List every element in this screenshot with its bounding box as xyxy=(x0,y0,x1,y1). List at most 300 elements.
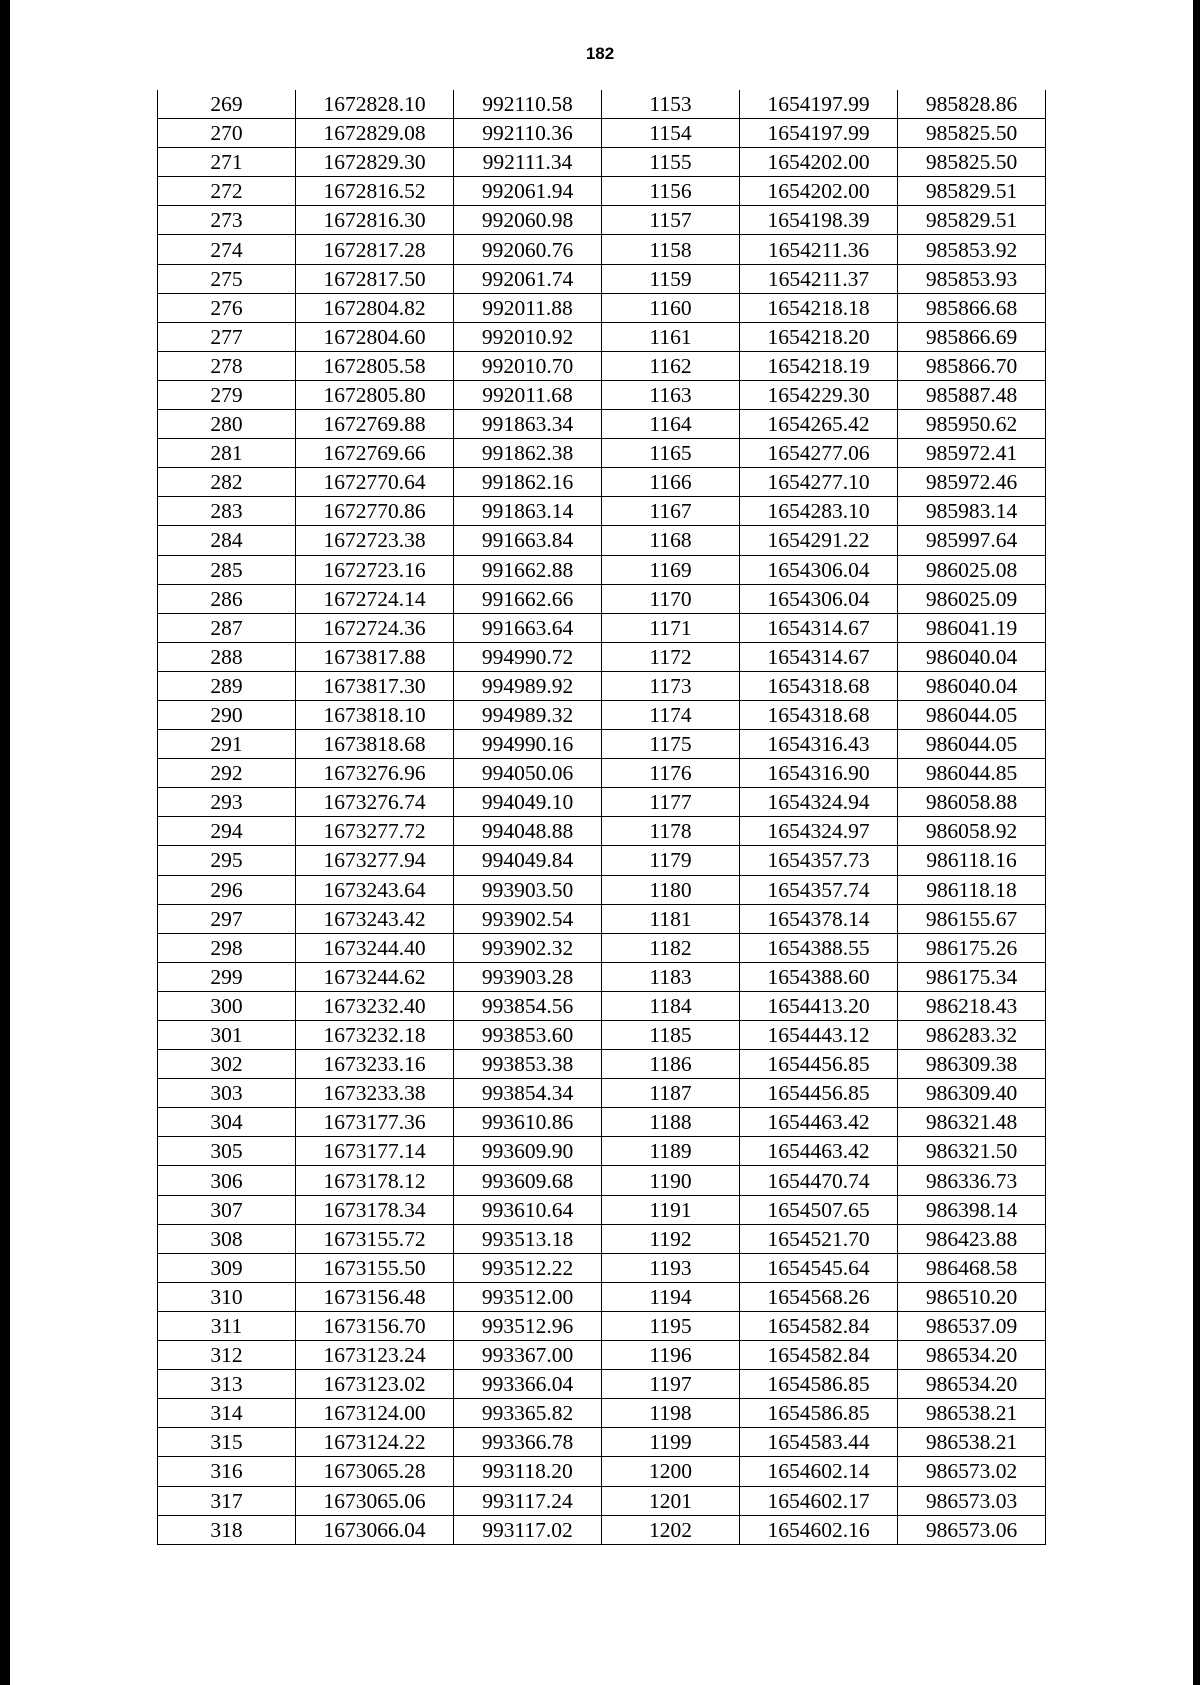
y-coordinate-cell: 992110.36 xyxy=(454,119,602,148)
table-row xyxy=(158,206,1046,235)
x-coordinate-cell: 1673243.42 xyxy=(296,904,454,933)
point-number-cell: 302 xyxy=(158,1050,296,1079)
y-coordinate-cell: 993367.00 xyxy=(454,1341,602,1370)
y-coordinate-cell: 986058.92 xyxy=(898,817,1046,846)
point-number-cell: 290 xyxy=(158,700,296,729)
point-number-cell: 301 xyxy=(158,1021,296,1050)
y-coordinate-cell: 991862.16 xyxy=(454,468,602,497)
x-coordinate-cell: 1673155.72 xyxy=(296,1224,454,1253)
table-row xyxy=(158,1486,1046,1515)
table-row xyxy=(158,875,1046,904)
point-number-cell: 271 xyxy=(158,148,296,177)
table-row xyxy=(158,1224,1046,1253)
y-coordinate-cell: 986573.06 xyxy=(898,1515,1046,1544)
y-coordinate-cell: 985866.69 xyxy=(898,322,1046,351)
x-coordinate-cell: 1673177.36 xyxy=(296,1108,454,1137)
y-coordinate-cell: 985887.48 xyxy=(898,380,1046,409)
point-number-cell: 1182 xyxy=(602,933,740,962)
point-number-cell: 284 xyxy=(158,526,296,555)
table-row xyxy=(158,642,1046,671)
point-number-cell: 285 xyxy=(158,555,296,584)
point-number-cell: 1154 xyxy=(602,119,740,148)
y-coordinate-cell: 985829.51 xyxy=(898,177,1046,206)
x-coordinate-cell: 1654211.36 xyxy=(740,235,898,264)
point-number-cell: 1202 xyxy=(602,1515,740,1544)
point-number-cell: 1200 xyxy=(602,1457,740,1486)
point-number-cell: 1162 xyxy=(602,351,740,380)
point-number-cell: 293 xyxy=(158,788,296,817)
point-number-cell: 316 xyxy=(158,1457,296,1486)
y-coordinate-cell: 991863.14 xyxy=(454,497,602,526)
table-row xyxy=(158,526,1046,555)
point-number-cell: 1166 xyxy=(602,468,740,497)
point-number-cell: 279 xyxy=(158,380,296,409)
table-row xyxy=(158,468,1046,497)
x-coordinate-cell: 1673244.40 xyxy=(296,933,454,962)
x-coordinate-cell: 1654265.42 xyxy=(740,410,898,439)
point-number-cell: 1170 xyxy=(602,584,740,613)
x-coordinate-cell: 1654470.74 xyxy=(740,1166,898,1195)
x-coordinate-cell: 1673817.30 xyxy=(296,671,454,700)
point-number-cell: 1199 xyxy=(602,1428,740,1457)
point-number-cell: 1178 xyxy=(602,817,740,846)
y-coordinate-cell: 985983.14 xyxy=(898,497,1046,526)
point-number-cell: 1185 xyxy=(602,1021,740,1050)
table-row xyxy=(158,322,1046,351)
y-coordinate-cell: 986175.34 xyxy=(898,962,1046,991)
y-coordinate-cell: 986218.43 xyxy=(898,991,1046,1020)
x-coordinate-cell: 1654291.22 xyxy=(740,526,898,555)
x-coordinate-cell: 1672805.58 xyxy=(296,351,454,380)
x-coordinate-cell: 1654568.26 xyxy=(740,1282,898,1311)
y-coordinate-cell: 986175.26 xyxy=(898,933,1046,962)
table-row xyxy=(158,1137,1046,1166)
y-coordinate-cell: 993512.22 xyxy=(454,1253,602,1282)
y-coordinate-cell: 994990.72 xyxy=(454,642,602,671)
table-row xyxy=(158,991,1046,1020)
y-coordinate-cell: 986537.09 xyxy=(898,1311,1046,1340)
y-coordinate-cell: 991863.34 xyxy=(454,410,602,439)
x-coordinate-cell: 1654463.42 xyxy=(740,1108,898,1137)
y-coordinate-cell: 994989.92 xyxy=(454,671,602,700)
point-number-cell: 1156 xyxy=(602,177,740,206)
point-number-cell: 1168 xyxy=(602,526,740,555)
y-coordinate-cell: 986041.19 xyxy=(898,613,1046,642)
point-number-cell: 1167 xyxy=(602,497,740,526)
y-coordinate-cell: 993118.20 xyxy=(454,1457,602,1486)
table-row xyxy=(158,555,1046,584)
y-coordinate-cell: 993513.18 xyxy=(454,1224,602,1253)
x-coordinate-cell: 1673277.94 xyxy=(296,846,454,875)
point-number-cell: 304 xyxy=(158,1108,296,1137)
y-coordinate-cell: 986538.21 xyxy=(898,1399,1046,1428)
point-number-cell: 299 xyxy=(158,962,296,991)
point-number-cell: 274 xyxy=(158,235,296,264)
y-coordinate-cell: 993853.38 xyxy=(454,1050,602,1079)
y-coordinate-cell: 993117.24 xyxy=(454,1486,602,1515)
table-row xyxy=(158,1457,1046,1486)
y-coordinate-cell: 993854.56 xyxy=(454,991,602,1020)
y-coordinate-cell: 994048.88 xyxy=(454,817,602,846)
x-coordinate-cell: 1672723.38 xyxy=(296,526,454,555)
table-row xyxy=(158,293,1046,322)
point-number-cell: 1174 xyxy=(602,700,740,729)
y-coordinate-cell: 986423.88 xyxy=(898,1224,1046,1253)
y-coordinate-cell: 986309.40 xyxy=(898,1079,1046,1108)
point-number-cell: 1179 xyxy=(602,846,740,875)
y-coordinate-cell: 985828.86 xyxy=(898,90,1046,119)
y-coordinate-cell: 985972.41 xyxy=(898,439,1046,468)
point-number-cell: 308 xyxy=(158,1224,296,1253)
x-coordinate-cell: 1672769.88 xyxy=(296,410,454,439)
x-coordinate-cell: 1673243.64 xyxy=(296,875,454,904)
y-coordinate-cell: 985825.50 xyxy=(898,119,1046,148)
x-coordinate-cell: 1654306.04 xyxy=(740,555,898,584)
y-coordinate-cell: 986283.32 xyxy=(898,1021,1046,1050)
point-number-cell: 1169 xyxy=(602,555,740,584)
table-row xyxy=(158,904,1046,933)
table-row xyxy=(158,1079,1046,1108)
x-coordinate-cell: 1654218.20 xyxy=(740,322,898,351)
x-coordinate-cell: 1673232.18 xyxy=(296,1021,454,1050)
y-coordinate-cell: 986025.08 xyxy=(898,555,1046,584)
x-coordinate-cell: 1673232.40 xyxy=(296,991,454,1020)
point-number-cell: 313 xyxy=(158,1370,296,1399)
table-row xyxy=(158,962,1046,991)
table-row xyxy=(158,613,1046,642)
x-coordinate-cell: 1673276.74 xyxy=(296,788,454,817)
table-row xyxy=(158,410,1046,439)
point-number-cell: 1155 xyxy=(602,148,740,177)
x-coordinate-cell: 1673065.06 xyxy=(296,1486,454,1515)
point-number-cell: 1194 xyxy=(602,1282,740,1311)
point-number-cell: 314 xyxy=(158,1399,296,1428)
table-row xyxy=(158,1050,1046,1079)
x-coordinate-cell: 1654283.10 xyxy=(740,497,898,526)
table-row xyxy=(158,148,1046,177)
y-coordinate-cell: 991862.38 xyxy=(454,439,602,468)
point-number-cell: 295 xyxy=(158,846,296,875)
table-row xyxy=(158,1195,1046,1224)
x-coordinate-cell: 1654357.74 xyxy=(740,875,898,904)
y-coordinate-cell: 986155.67 xyxy=(898,904,1046,933)
table-row xyxy=(158,90,1046,119)
y-coordinate-cell: 986044.05 xyxy=(898,730,1046,759)
table-row xyxy=(158,1108,1046,1137)
y-coordinate-cell: 993610.86 xyxy=(454,1108,602,1137)
x-coordinate-cell: 1673124.00 xyxy=(296,1399,454,1428)
y-coordinate-cell: 993903.28 xyxy=(454,962,602,991)
point-number-cell: 273 xyxy=(158,206,296,235)
x-coordinate-cell: 1654211.37 xyxy=(740,264,898,293)
point-number-cell: 283 xyxy=(158,497,296,526)
table-row xyxy=(158,351,1046,380)
x-coordinate-cell: 1654545.64 xyxy=(740,1253,898,1282)
x-coordinate-cell: 1673124.22 xyxy=(296,1428,454,1457)
x-coordinate-cell: 1654202.00 xyxy=(740,177,898,206)
y-coordinate-cell: 986044.05 xyxy=(898,700,1046,729)
x-coordinate-cell: 1673276.96 xyxy=(296,759,454,788)
point-number-cell: 1161 xyxy=(602,322,740,351)
y-coordinate-cell: 985997.64 xyxy=(898,526,1046,555)
y-coordinate-cell: 993117.02 xyxy=(454,1515,602,1544)
x-coordinate-cell: 1672723.16 xyxy=(296,555,454,584)
point-number-cell: 1193 xyxy=(602,1253,740,1282)
x-coordinate-cell: 1654277.06 xyxy=(740,439,898,468)
y-coordinate-cell: 986044.85 xyxy=(898,759,1046,788)
x-coordinate-cell: 1654202.00 xyxy=(740,148,898,177)
table-row xyxy=(158,1021,1046,1050)
point-number-cell: 1191 xyxy=(602,1195,740,1224)
y-coordinate-cell: 993902.32 xyxy=(454,933,602,962)
point-number-cell: 311 xyxy=(158,1311,296,1340)
table-row xyxy=(158,933,1046,962)
y-coordinate-cell: 994989.32 xyxy=(454,700,602,729)
x-coordinate-cell: 1673177.14 xyxy=(296,1137,454,1166)
x-coordinate-cell: 1672817.50 xyxy=(296,264,454,293)
point-number-cell: 291 xyxy=(158,730,296,759)
table-row xyxy=(158,759,1046,788)
y-coordinate-cell: 992010.70 xyxy=(454,351,602,380)
point-number-cell: 1157 xyxy=(602,206,740,235)
x-coordinate-cell: 1673123.02 xyxy=(296,1370,454,1399)
y-coordinate-cell: 985972.46 xyxy=(898,468,1046,497)
y-coordinate-cell: 985829.51 xyxy=(898,206,1046,235)
x-coordinate-cell: 1654318.68 xyxy=(740,671,898,700)
x-coordinate-cell: 1654582.84 xyxy=(740,1341,898,1370)
point-number-cell: 1183 xyxy=(602,962,740,991)
point-number-cell: 303 xyxy=(158,1079,296,1108)
x-coordinate-cell: 1654602.17 xyxy=(740,1486,898,1515)
point-number-cell: 1173 xyxy=(602,671,740,700)
y-coordinate-cell: 985866.68 xyxy=(898,293,1046,322)
x-coordinate-cell: 1673817.88 xyxy=(296,642,454,671)
x-coordinate-cell: 1654218.19 xyxy=(740,351,898,380)
point-number-cell: 1164 xyxy=(602,410,740,439)
point-number-cell: 1177 xyxy=(602,788,740,817)
y-coordinate-cell: 986118.18 xyxy=(898,875,1046,904)
y-coordinate-cell: 986040.04 xyxy=(898,642,1046,671)
y-coordinate-cell: 993853.60 xyxy=(454,1021,602,1050)
x-coordinate-cell: 1673178.12 xyxy=(296,1166,454,1195)
coordinates-table-body xyxy=(158,90,1046,1544)
x-coordinate-cell: 1654314.67 xyxy=(740,642,898,671)
point-number-cell: 306 xyxy=(158,1166,296,1195)
y-coordinate-cell: 993365.82 xyxy=(454,1399,602,1428)
y-coordinate-cell: 992011.68 xyxy=(454,380,602,409)
point-number-cell: 305 xyxy=(158,1137,296,1166)
y-coordinate-cell: 993609.90 xyxy=(454,1137,602,1166)
y-coordinate-cell: 986321.50 xyxy=(898,1137,1046,1166)
x-coordinate-cell: 1654306.04 xyxy=(740,584,898,613)
y-coordinate-cell: 986468.58 xyxy=(898,1253,1046,1282)
x-coordinate-cell: 1654229.30 xyxy=(740,380,898,409)
x-coordinate-cell: 1654388.55 xyxy=(740,933,898,962)
x-coordinate-cell: 1654463.42 xyxy=(740,1137,898,1166)
x-coordinate-cell: 1654388.60 xyxy=(740,962,898,991)
y-coordinate-cell: 993512.00 xyxy=(454,1282,602,1311)
x-coordinate-cell: 1672829.30 xyxy=(296,148,454,177)
point-number-cell: 1195 xyxy=(602,1311,740,1340)
point-number-cell: 292 xyxy=(158,759,296,788)
x-coordinate-cell: 1673156.70 xyxy=(296,1311,454,1340)
y-coordinate-cell: 986321.48 xyxy=(898,1108,1046,1137)
y-coordinate-cell: 993512.96 xyxy=(454,1311,602,1340)
y-coordinate-cell: 993854.34 xyxy=(454,1079,602,1108)
y-coordinate-cell: 985866.70 xyxy=(898,351,1046,380)
point-number-cell: 1189 xyxy=(602,1137,740,1166)
point-number-cell: 309 xyxy=(158,1253,296,1282)
point-number-cell: 300 xyxy=(158,991,296,1020)
y-coordinate-cell: 986510.20 xyxy=(898,1282,1046,1311)
x-coordinate-cell: 1654324.94 xyxy=(740,788,898,817)
y-coordinate-cell: 992061.74 xyxy=(454,264,602,293)
point-number-cell: 1186 xyxy=(602,1050,740,1079)
point-number-cell: 1188 xyxy=(602,1108,740,1137)
point-number-cell: 1184 xyxy=(602,991,740,1020)
y-coordinate-cell: 986534.20 xyxy=(898,1341,1046,1370)
x-coordinate-cell: 1654277.10 xyxy=(740,468,898,497)
point-number-cell: 269 xyxy=(158,90,296,119)
y-coordinate-cell: 993903.50 xyxy=(454,875,602,904)
y-coordinate-cell: 993902.54 xyxy=(454,904,602,933)
point-number-cell: 280 xyxy=(158,410,296,439)
y-coordinate-cell: 994049.84 xyxy=(454,846,602,875)
point-number-cell: 298 xyxy=(158,933,296,962)
x-coordinate-cell: 1654583.44 xyxy=(740,1428,898,1457)
point-number-cell: 1181 xyxy=(602,904,740,933)
y-coordinate-cell: 991663.64 xyxy=(454,613,602,642)
point-number-cell: 1160 xyxy=(602,293,740,322)
y-coordinate-cell: 986309.38 xyxy=(898,1050,1046,1079)
x-coordinate-cell: 1654314.67 xyxy=(740,613,898,642)
y-coordinate-cell: 992011.88 xyxy=(454,293,602,322)
point-number-cell: 310 xyxy=(158,1282,296,1311)
y-coordinate-cell: 992010.92 xyxy=(454,322,602,351)
point-number-cell: 1192 xyxy=(602,1224,740,1253)
point-number-cell: 296 xyxy=(158,875,296,904)
y-coordinate-cell: 994049.10 xyxy=(454,788,602,817)
table-row xyxy=(158,1253,1046,1282)
point-number-cell: 1190 xyxy=(602,1166,740,1195)
point-number-cell: 1187 xyxy=(602,1079,740,1108)
y-coordinate-cell: 992111.34 xyxy=(454,148,602,177)
x-coordinate-cell: 1672817.28 xyxy=(296,235,454,264)
table-row xyxy=(158,1166,1046,1195)
table-row xyxy=(158,177,1046,206)
y-coordinate-cell: 986534.20 xyxy=(898,1370,1046,1399)
point-number-cell: 1171 xyxy=(602,613,740,642)
table-row xyxy=(158,730,1046,759)
y-coordinate-cell: 991663.84 xyxy=(454,526,602,555)
x-coordinate-cell: 1672804.60 xyxy=(296,322,454,351)
table-row xyxy=(158,1428,1046,1457)
point-number-cell: 294 xyxy=(158,817,296,846)
x-coordinate-cell: 1654602.14 xyxy=(740,1457,898,1486)
table-row xyxy=(158,700,1046,729)
x-coordinate-cell: 1654456.85 xyxy=(740,1079,898,1108)
coordinates-table xyxy=(157,90,1046,1545)
x-coordinate-cell: 1673818.10 xyxy=(296,700,454,729)
y-coordinate-cell: 986573.02 xyxy=(898,1457,1046,1486)
x-coordinate-cell: 1654198.39 xyxy=(740,206,898,235)
x-coordinate-cell: 1654357.73 xyxy=(740,846,898,875)
x-coordinate-cell: 1672724.14 xyxy=(296,584,454,613)
point-number-cell: 1175 xyxy=(602,730,740,759)
x-coordinate-cell: 1654443.12 xyxy=(740,1021,898,1050)
x-coordinate-cell: 1672828.10 xyxy=(296,90,454,119)
scan-edge-right xyxy=(1193,0,1200,1685)
x-coordinate-cell: 1654218.18 xyxy=(740,293,898,322)
table-row xyxy=(158,1311,1046,1340)
x-coordinate-cell: 1654197.99 xyxy=(740,90,898,119)
x-coordinate-cell: 1672724.36 xyxy=(296,613,454,642)
table-row xyxy=(158,439,1046,468)
y-coordinate-cell: 993610.64 xyxy=(454,1195,602,1224)
x-coordinate-cell: 1673065.28 xyxy=(296,1457,454,1486)
y-coordinate-cell: 986058.88 xyxy=(898,788,1046,817)
y-coordinate-cell: 986538.21 xyxy=(898,1428,1046,1457)
point-number-cell: 1163 xyxy=(602,380,740,409)
x-coordinate-cell: 1654318.68 xyxy=(740,700,898,729)
point-number-cell: 1176 xyxy=(602,759,740,788)
point-number-cell: 1180 xyxy=(602,875,740,904)
table-row xyxy=(158,1515,1046,1544)
table-row xyxy=(158,380,1046,409)
x-coordinate-cell: 1673156.48 xyxy=(296,1282,454,1311)
point-number-cell: 287 xyxy=(158,613,296,642)
point-number-cell: 275 xyxy=(158,264,296,293)
y-coordinate-cell: 986336.73 xyxy=(898,1166,1046,1195)
point-number-cell: 297 xyxy=(158,904,296,933)
y-coordinate-cell: 985853.93 xyxy=(898,264,1046,293)
point-number-cell: 282 xyxy=(158,468,296,497)
x-coordinate-cell: 1672769.66 xyxy=(296,439,454,468)
x-coordinate-cell: 1673123.24 xyxy=(296,1341,454,1370)
page-number: 182 xyxy=(585,44,615,63)
x-coordinate-cell: 1673244.62 xyxy=(296,962,454,991)
point-number-cell: 289 xyxy=(158,671,296,700)
point-number-cell: 1172 xyxy=(602,642,740,671)
x-coordinate-cell: 1672829.08 xyxy=(296,119,454,148)
scan-edge-left xyxy=(0,0,10,1685)
x-coordinate-cell: 1673178.34 xyxy=(296,1195,454,1224)
point-number-cell: 318 xyxy=(158,1515,296,1544)
table-row xyxy=(158,235,1046,264)
point-number-cell: 1158 xyxy=(602,235,740,264)
point-number-cell: 281 xyxy=(158,439,296,468)
table-row xyxy=(158,671,1046,700)
table-row xyxy=(158,264,1046,293)
point-number-cell: 288 xyxy=(158,642,296,671)
point-number-cell: 317 xyxy=(158,1486,296,1515)
x-coordinate-cell: 1673277.72 xyxy=(296,817,454,846)
table-row xyxy=(158,1399,1046,1428)
y-coordinate-cell: 985853.92 xyxy=(898,235,1046,264)
point-number-cell: 270 xyxy=(158,119,296,148)
point-number-cell: 272 xyxy=(158,177,296,206)
y-coordinate-cell: 986118.16 xyxy=(898,846,1046,875)
x-coordinate-cell: 1654602.16 xyxy=(740,1515,898,1544)
point-number-cell: 1196 xyxy=(602,1341,740,1370)
point-number-cell: 1197 xyxy=(602,1370,740,1399)
point-number-cell: 307 xyxy=(158,1195,296,1224)
y-coordinate-cell: 992110.58 xyxy=(454,90,602,119)
y-coordinate-cell: 993366.04 xyxy=(454,1370,602,1399)
x-coordinate-cell: 1672816.52 xyxy=(296,177,454,206)
y-coordinate-cell: 985950.62 xyxy=(898,410,1046,439)
x-coordinate-cell: 1654521.70 xyxy=(740,1224,898,1253)
